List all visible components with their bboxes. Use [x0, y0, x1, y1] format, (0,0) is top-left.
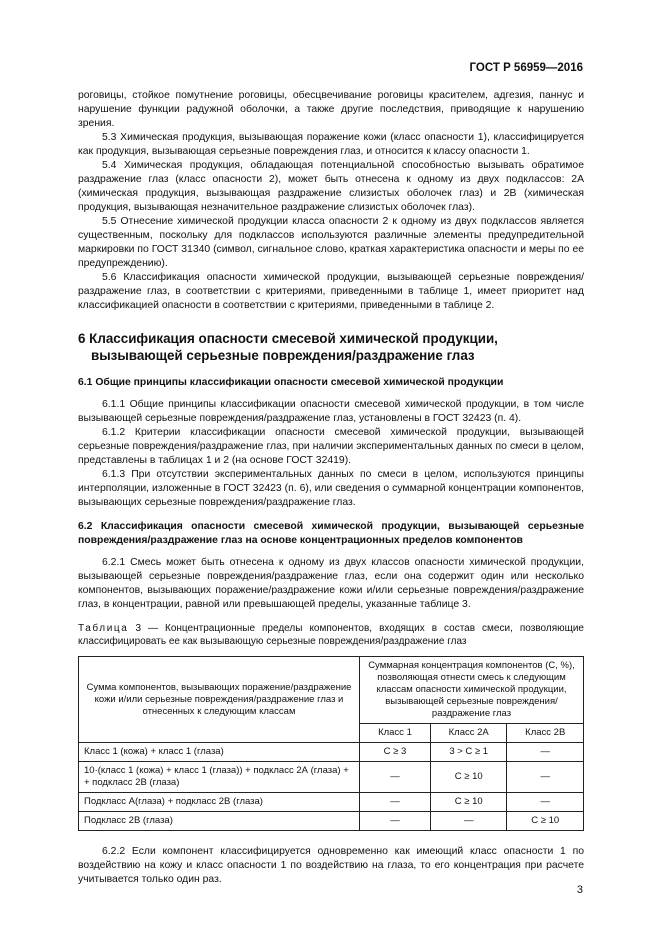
table-row [79, 793, 584, 812]
table-col-class1: Класс 1 [360, 724, 431, 743]
table-cell-class2b: C ≥ 10 [507, 812, 584, 831]
table-cell-class1: — [360, 762, 431, 793]
table-head-right: Суммарная концентрация компонентов (C, %), позволяющая отнести смесь к следующим классам опасности химической продукции, вызывающей серьезные повреждения/раздражение глаз [360, 657, 584, 724]
paragraph-6-2-1: 6.2.1 Смесь может быть отнесена к одному из двух классов опасности химической продукции, вызывающей серьезные повреждения/раздражение глаз, если она содержит один или несколько компонентов, вызывающих поражение/раздражение кожи и/или серьезные повреждения/раздражение глаз, в концентрации, равной или превышающей пределы, указанные таблице 3. [78, 557, 584, 610]
table-3-caption [78, 622, 584, 648]
page-number: 3 [576, 884, 583, 896]
table-cell-class1: — [360, 812, 431, 831]
table-cell-label: Подкласс 2В (глаза) [79, 812, 360, 831]
table-cell-class2a: C ≥ 10 [430, 793, 507, 812]
paragraph-6-1-2: 6.1.2 Критерии классификации опасности смесевой химической продукции, вызывающей серьезные повреждения/раздражение глаз, при наличии экспериментальных данных по смеси в целом, представлены в таблицах 1 и 2 (на основе ГОСТ 32419). [78, 427, 584, 466]
paragraph-5-3: 5.3 Химическая продукция, вызывающая поражение кожи (класс опасности 1), классифицируется как продукция, вызывающая серьезные повреждения глаз, и относится к классу опасности 1. [78, 132, 584, 157]
paragraph-5-6: 5.6 Классификация опасности химической продукции, вызывающей серьезные повреждения/раздражение глаз, в соответствии с критериями, приведенными в таблице 1, имеет приоритет над классификацией опасности в соответствии с критериями, приведенными в таблице 2. [78, 272, 584, 311]
table-cell-label: Класс 1 (кожа) + класс 1 (глаза) [79, 743, 360, 762]
table-col-class2a: Класс 2А [430, 724, 507, 743]
section-6-heading-line2: вызывающей серьезные повреждения/раздражение глаз [91, 348, 475, 363]
subsection-6-2-heading: 6.2 Классификация опасности смесевой химической продукции, вызывающей серьезные повреждения/раздражение глаз на основе концентрационных пределов компонентов [78, 521, 584, 546]
paragraph-6-1-3: 6.1.3 При отсутствии экспериментальных данных по смеси в целом, используются принципы интерполяции, изложенные в ГОСТ 32423 (п. 6), или сведения о суммарной концентрации компонентов, вызывающих серьезные повреждения/раздражение глаз. [78, 469, 584, 508]
table-3 [78, 656, 584, 831]
table-cell-class2b: — [507, 743, 584, 762]
document-header: ГОСТ Р 56959—2016 [469, 62, 583, 74]
section-6-heading-line1: 6 Классификация опасности смесевой химической продукции, [78, 331, 498, 346]
table-cell-class2a: 3 > C ≥ 1 [430, 743, 507, 762]
table-cell-class1: C ≥ 3 [360, 743, 431, 762]
table-row [79, 743, 584, 762]
subsection-6-1-heading: 6.1 Общие принципы классификации опасности смесевой химической продукции [78, 377, 504, 388]
table-cell-class1: — [360, 793, 431, 812]
document-body [78, 89, 584, 887]
table-cell-class2b: — [507, 793, 584, 812]
paragraph-5-4: 5.4 Химическая продукция, обладающая потенциальной способностью вызывать обратимое раздражение глаз (класс опасности 2), может быть отнесена к одному из двух подклассов: 2А (химическая продукция, вызывающая раздражение слизистых оболочек глаз) и 2В (химическая продукция, вызывающая незначительное раздражение слизистых оболочек глаз). [78, 160, 584, 213]
table-caption-label: Таблица [78, 623, 129, 634]
paragraph-6-1-1: 6.1.1 Общие принципы классификации опасности смесевой химической продукции, в том числе вызывающей серьезные повреждения/раздражение глаз, установлены в ГОСТ 32423 (п. 4). [78, 399, 584, 424]
paragraph-continuation: роговицы, стойкое помутнение роговицы, обесцвечивание роговицы красителем, адгезия, паннус и нарушение функции радужной оболочки, а также другие последствия, приводящие к нарушению зрения. [78, 90, 584, 129]
table-row [79, 762, 584, 793]
table-cell-label: 10·(класс 1 (кожа) + класс 1 (глаза)) + подкласс 2А (глаза) + + подкласс 2В (глаза) [79, 762, 360, 793]
table-row [79, 812, 584, 831]
table-col-class2b: Класс 2В [507, 724, 584, 743]
table-cell-class2a: C ≥ 10 [430, 762, 507, 793]
table-cell-class2b: — [507, 762, 584, 793]
paragraph-6-2-2: 6.2.2 Если компонент классифицируется одновременно как имеющий класс опасности 1 по воздействию на кожу и класс опасности 1 по воздействию на глаза, то его концентрация при расчете учитывается только один раз. [78, 846, 584, 885]
table-cell-class2a: — [430, 812, 507, 831]
table-cell-label: Подкласс А(глаза) + подкласс 2В (глаза) [79, 793, 360, 812]
table-caption-text: 3 — Концентрационные пределы компонентов, входящих в состав смеси, позволяющие классифицировать ее как вызывающую серьезные повреждения/раздражение глаз [78, 623, 584, 647]
paragraph-5-5: 5.5 Отнесение химической продукции класса опасности 2 к одному из двух подклассов является существенным, поскольку для подклассов используются различные элементы предупредительной маркировки по ГОСТ 31340 (символ, сигнальное слово, краткая характеристика опасности и меры по ее предупреждению). [78, 216, 584, 269]
table-head-left: Сумма компонентов, вызывающих поражение/раздражение кожи и/или серьезные повреждения/раздражение глаз и отнесенных к следующим классам [79, 657, 360, 743]
section-6-heading [78, 330, 584, 364]
